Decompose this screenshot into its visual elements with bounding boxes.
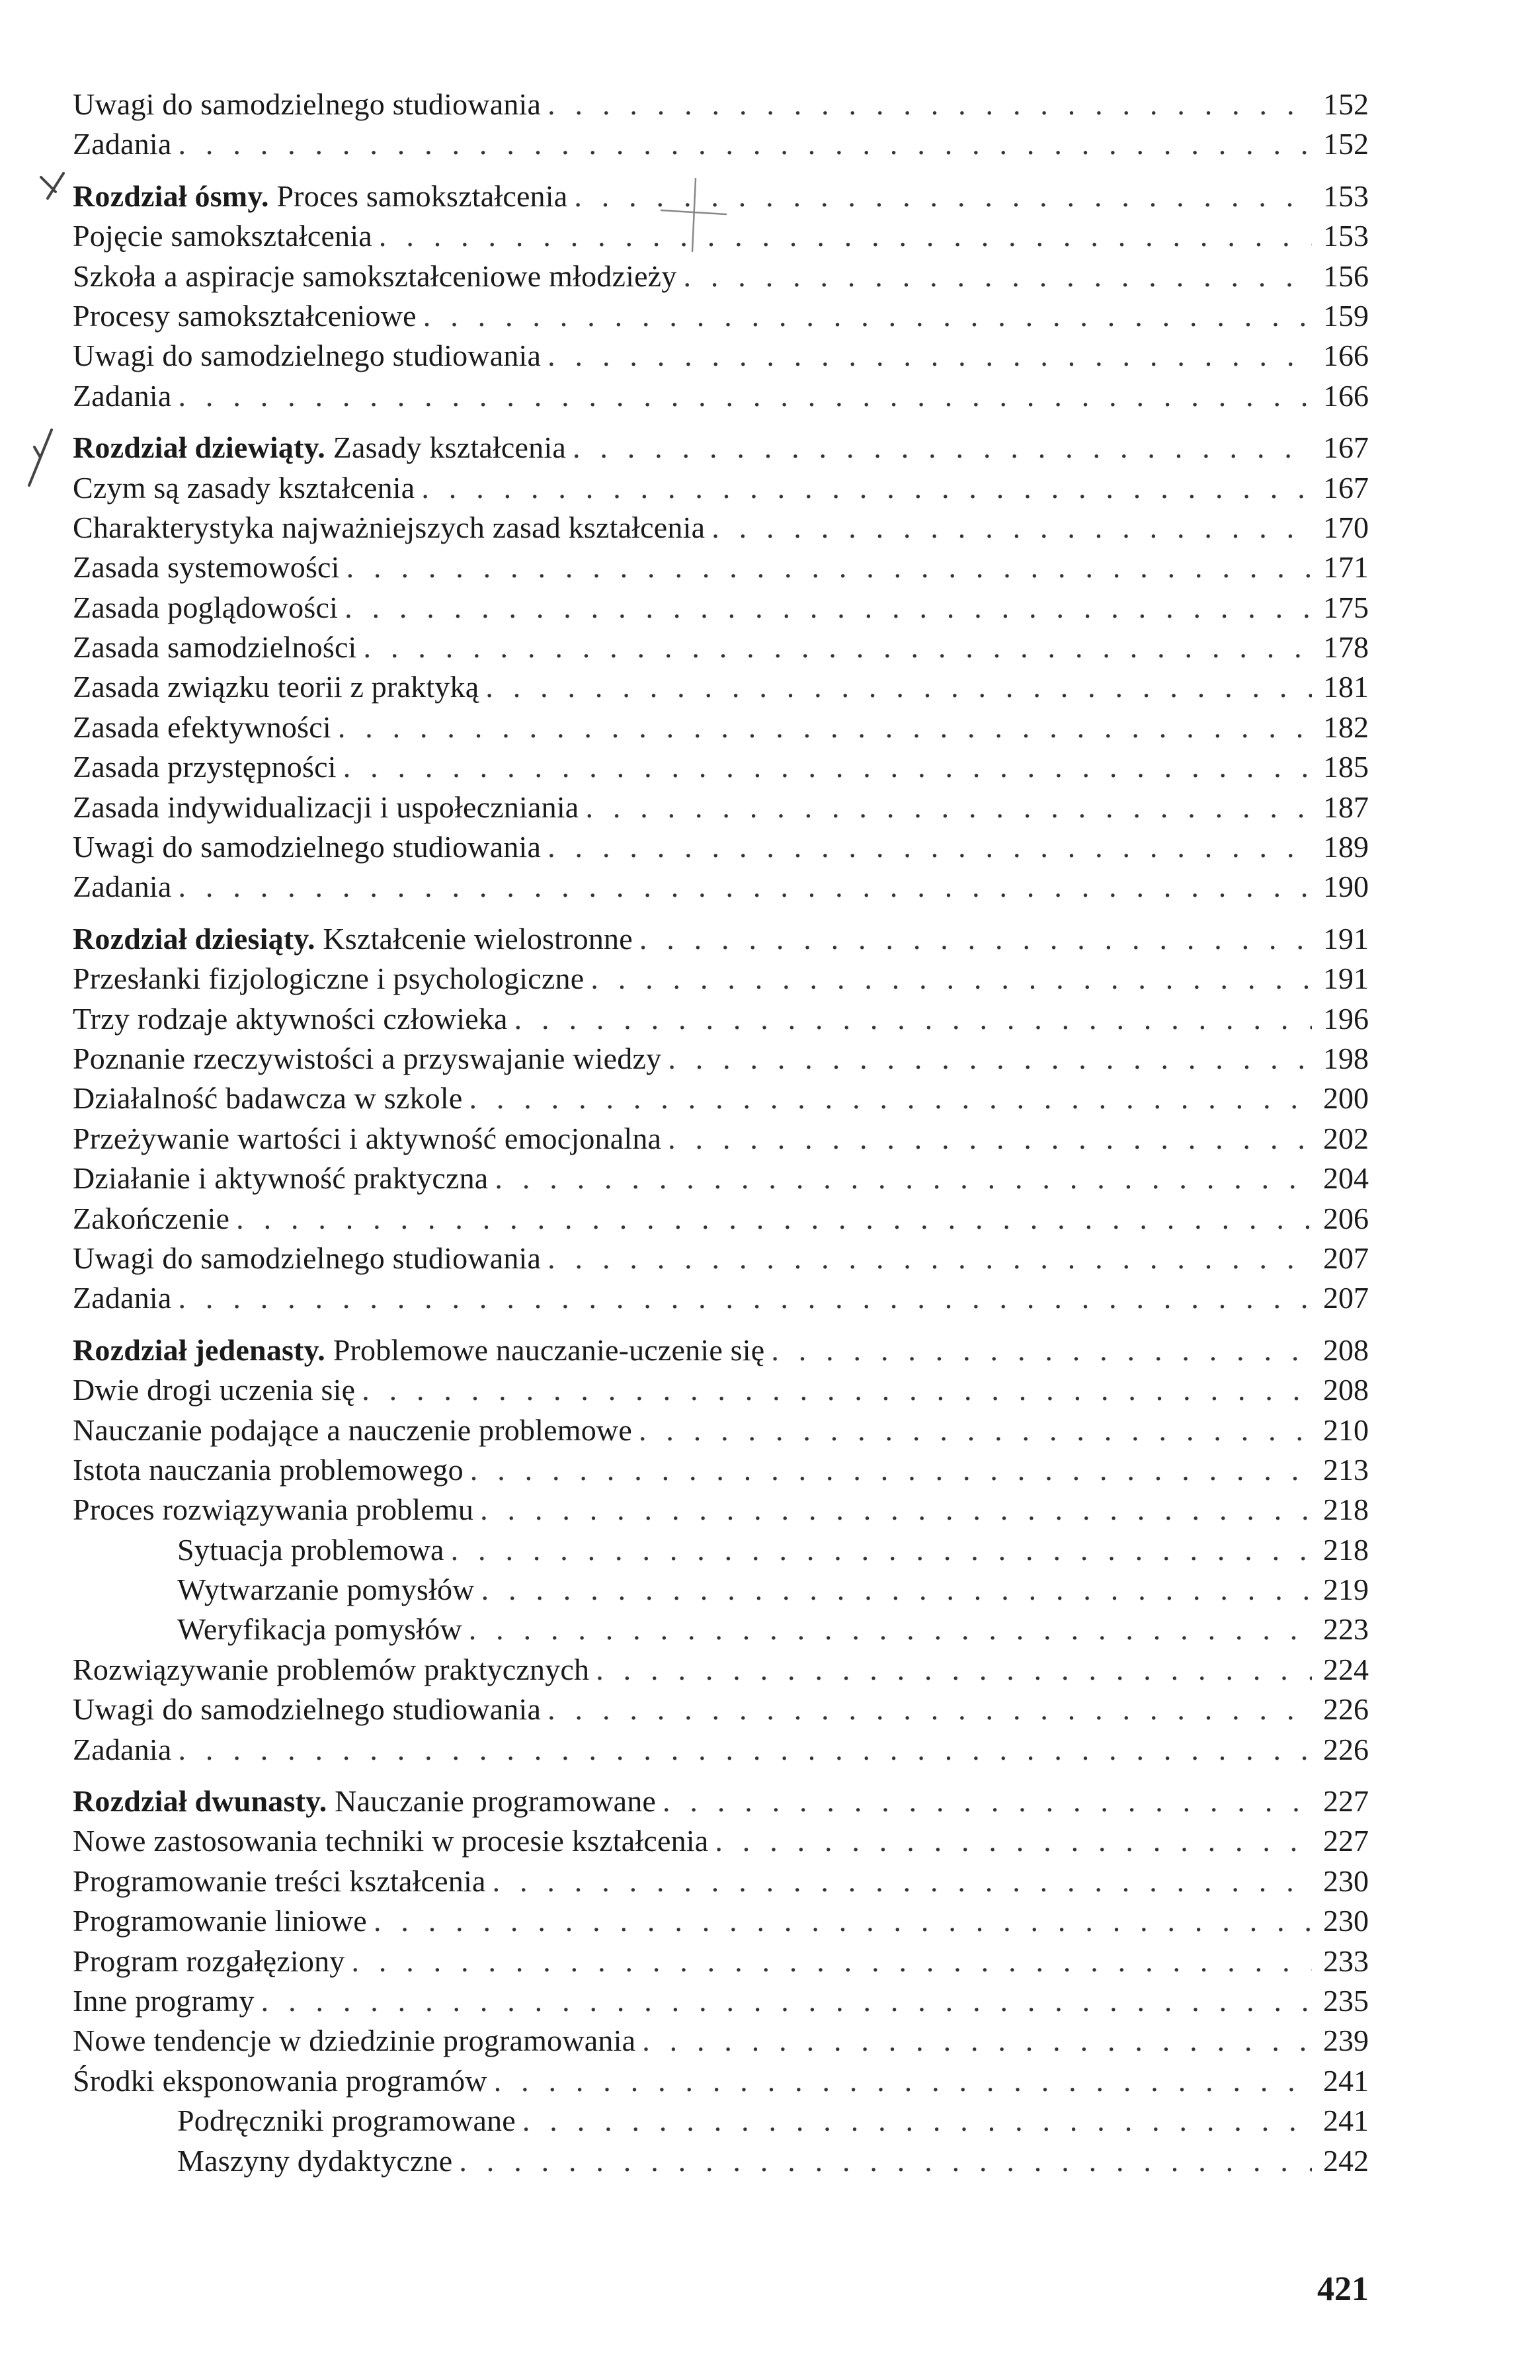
- entry-text: Maszyny dydaktyczne: [177, 2143, 453, 2178]
- toc-page-number: 230: [1323, 1864, 1369, 1898]
- dot-leader: [522, 2101, 1312, 2141]
- toc-entry-title: [73, 1690, 541, 1729]
- toc-entry-title: [73, 1901, 367, 1941]
- toc-entry-title: [73, 2021, 635, 2061]
- dot-leader: [715, 1821, 1312, 1861]
- toc-entry-title: [73, 1411, 632, 1450]
- entry-text: Zadania: [73, 127, 172, 161]
- toc-entry: [73, 216, 1369, 256]
- toc-entry-title: [73, 1039, 661, 1079]
- toc-page-number: 170: [1323, 510, 1369, 544]
- toc-page-number: 239: [1323, 2024, 1369, 2058]
- toc-entry-title: [73, 257, 677, 296]
- toc-entry: [73, 257, 1369, 296]
- toc-entry: [73, 1610, 1369, 1649]
- toc-entry: [73, 1901, 1369, 1941]
- entry-text: Trzy rodzaje aktywności człowieka: [73, 1001, 508, 1036]
- toc-entry-title: [73, 1370, 355, 1410]
- toc-entry-title: [73, 667, 479, 707]
- toc-entry-title: [73, 2061, 487, 2101]
- toc-entry-title: [73, 1159, 488, 1198]
- dot-leader: [639, 919, 1312, 959]
- toc-entry-title: [73, 296, 417, 336]
- toc-page-number: 189: [1323, 830, 1369, 864]
- toc-page-number: 241: [1323, 2063, 1369, 2098]
- entry-text: Zasada systemowości: [73, 550, 340, 585]
- dot-leader: [668, 1119, 1312, 1159]
- toc-page-number: 167: [1323, 470, 1369, 505]
- toc-entry: [73, 667, 1369, 707]
- entry-text: Zasada związku teorii z praktyką: [73, 670, 479, 704]
- toc-page-number: 191: [1323, 921, 1369, 956]
- entry-text: Uwagi do samodzielnego studiowania: [73, 1692, 542, 1727]
- dot-leader: [236, 1199, 1312, 1239]
- toc-entry: [73, 1039, 1369, 1079]
- toc-page-number: 242: [1323, 2143, 1369, 2178]
- toc-entry-title: [73, 1610, 462, 1649]
- toc-page-number: 230: [1323, 1904, 1369, 1938]
- toc-entry-title: [73, 2101, 516, 2141]
- dot-leader: [421, 468, 1312, 508]
- toc-entry-title: [73, 1278, 172, 1318]
- toc-entry: [73, 1490, 1369, 1530]
- toc-page-number: 219: [1323, 1573, 1369, 1607]
- toc-entry-title: [73, 1862, 486, 1901]
- dot-leader: [346, 548, 1312, 587]
- entry-text: Uwagi do samodzielnego studiowania: [73, 87, 542, 121]
- dot-leader: [711, 508, 1312, 548]
- entry-text: Programowanie treści kształcenia: [73, 1864, 486, 1898]
- entry-text: Proces samokształcenia: [276, 179, 568, 213]
- toc-entry-title: [73, 1331, 764, 1370]
- dot-leader: [179, 124, 1312, 164]
- toc-entry: [73, 336, 1369, 376]
- toc-entry: [73, 1530, 1369, 1570]
- entry-text: Zadania: [73, 1732, 172, 1766]
- toc-entry: [73, 588, 1369, 628]
- entry-text: Rozwiązywanie problemów praktycznych: [73, 1652, 590, 1686]
- dot-leader: [338, 708, 1312, 747]
- toc-entry: [73, 1159, 1369, 1198]
- toc-page-number: 198: [1323, 1041, 1369, 1075]
- entry-text: Zasady kształcenia: [333, 431, 566, 465]
- dot-leader: [596, 1650, 1312, 1690]
- toc-entry: [73, 867, 1369, 907]
- dot-leader: [573, 428, 1312, 468]
- dot-leader: [179, 1278, 1312, 1318]
- toc-entry: [73, 2101, 1369, 2141]
- toc-page-number: 218: [1323, 1532, 1369, 1567]
- toc-entry: [73, 1370, 1369, 1410]
- toc-entry-title: [73, 85, 541, 124]
- entry-text: Weryfikacja pomysłów: [177, 1612, 462, 1647]
- dot-leader: [668, 1039, 1312, 1079]
- toc-entry-title: [73, 628, 357, 667]
- toc-entry-title: [73, 1730, 172, 1770]
- dot-leader: [179, 867, 1312, 907]
- toc-entry: [73, 1570, 1369, 1610]
- toc-entry-title: [73, 1782, 656, 1821]
- dot-leader: [684, 257, 1313, 296]
- toc-entry-title: [73, 1490, 473, 1530]
- toc-entry: [73, 1079, 1369, 1118]
- toc-page-number: 210: [1323, 1413, 1369, 1447]
- toc-entry: [73, 1821, 1369, 1861]
- toc-entry: [73, 1981, 1369, 2021]
- entry-text: Czym są zasady kształcenia: [73, 470, 415, 505]
- toc-entry-title: [73, 177, 567, 216]
- entry-text: Nowe zastosowania techniki w procesie kształcenia: [73, 1824, 709, 1858]
- entry-text: Uwagi do samodzielnego studiowania: [73, 339, 542, 373]
- chapter-number: Rozdział dwunasty.: [73, 1784, 327, 1819]
- toc-page-number: 196: [1323, 1001, 1369, 1036]
- toc-entry-title: [73, 1530, 444, 1570]
- entry-text: Zasada efektywności: [73, 710, 331, 744]
- dot-leader: [590, 959, 1312, 999]
- toc-chapter-entry: [73, 177, 1369, 216]
- entry-text: Wytwarzanie pomysłów: [177, 1573, 475, 1607]
- toc-entry-title: [73, 2141, 452, 2181]
- entry-text: Nauczanie programowane: [335, 1784, 657, 1819]
- toc-page-number: 152: [1323, 127, 1369, 161]
- toc-entry: [73, 999, 1369, 1039]
- dot-leader: [179, 376, 1312, 416]
- toc-chapter-entry: [73, 1782, 1369, 1821]
- chapter-number: Rozdział jedenasty.: [73, 1333, 325, 1367]
- dot-leader: [344, 588, 1312, 628]
- entry-text: Pojęcie samokształcenia: [73, 219, 372, 253]
- toc-page-number: 207: [1323, 1241, 1369, 1275]
- dot-leader: [547, 1690, 1312, 1729]
- toc-entry: [73, 1450, 1369, 1490]
- toc-entry: [73, 376, 1369, 416]
- page-number: 421: [1317, 2270, 1369, 2308]
- entry-text: Nauczanie podające a nauczenie problemowe: [73, 1413, 632, 1447]
- entry-text: Program rozgałęziony: [73, 1944, 345, 1978]
- toc-entry: [73, 1650, 1369, 1690]
- entry-text: Zadania: [73, 378, 172, 413]
- toc-entry-title: [73, 1239, 541, 1278]
- toc-page-number: 218: [1323, 1493, 1369, 1527]
- toc-entry-title: [73, 1079, 462, 1118]
- toc-entry-title: [73, 1199, 229, 1239]
- entry-text: Środki eksponowania programów: [73, 2063, 487, 2098]
- toc-entry: [73, 1730, 1369, 1770]
- toc-entry-title: [73, 124, 172, 164]
- dot-leader: [547, 85, 1312, 124]
- toc-entry: [73, 85, 1369, 124]
- toc-page-number: 204: [1323, 1161, 1369, 1196]
- toc-entry-title: [73, 1981, 255, 2021]
- toc-page-number: 233: [1323, 1944, 1369, 1978]
- toc-page-number: 227: [1323, 1784, 1369, 1819]
- toc-entry: [73, 124, 1369, 164]
- toc-entry: [73, 548, 1369, 587]
- entry-text: Zadania: [73, 1281, 172, 1315]
- entry-text: Istota nauczania problemowego: [73, 1452, 464, 1487]
- toc-entry: [73, 1862, 1369, 1901]
- toc-entry: [73, 1942, 1369, 1981]
- toc-entry-title: [73, 827, 541, 867]
- dot-leader: [179, 1730, 1312, 1770]
- dot-leader: [469, 1079, 1312, 1118]
- toc-entry-title: [73, 999, 508, 1039]
- chapter-number: Rozdział dziesiąty.: [73, 921, 315, 956]
- dot-leader: [351, 1942, 1312, 1981]
- entry-text: Dwie drogi uczenia się: [73, 1373, 356, 1407]
- dot-leader: [547, 827, 1312, 867]
- toc-entry: [73, 708, 1369, 747]
- dot-leader: [494, 2061, 1312, 2101]
- dot-leader: [451, 1530, 1312, 1570]
- toc-page-number: 241: [1323, 2104, 1369, 2138]
- toc-entry: [73, 1411, 1369, 1450]
- toc-page-number: 185: [1323, 750, 1369, 784]
- dot-leader: [261, 1981, 1312, 2021]
- pencil-cross-mark: [41, 173, 63, 198]
- toc-page-number: 171: [1323, 550, 1369, 585]
- toc-entry-title: [73, 428, 566, 468]
- toc-page-number: 181: [1323, 670, 1369, 704]
- entry-text: Uwagi do samodzielnego studiowania: [73, 830, 542, 864]
- toc-page-number: 159: [1323, 298, 1369, 333]
- toc-page-number: 208: [1323, 1373, 1369, 1407]
- entry-text: Zasada indywidualizacji i uspołeczniania: [73, 790, 579, 824]
- toc-entry: [73, 1690, 1369, 1729]
- toc-page-number: 178: [1323, 630, 1369, 665]
- entry-text: Działanie i aktywność praktyczna: [73, 1161, 489, 1196]
- dot-leader: [379, 216, 1312, 256]
- dot-leader: [343, 747, 1312, 787]
- dot-leader: [547, 1239, 1312, 1278]
- dot-leader: [480, 1490, 1312, 1530]
- toc-entry: [73, 788, 1369, 827]
- toc-page-number: 167: [1323, 431, 1369, 465]
- toc-entry: [73, 2021, 1369, 2061]
- dot-leader: [481, 1570, 1312, 1610]
- chapter-number: Rozdział ósmy.: [73, 179, 269, 213]
- toc-entry: [73, 1239, 1369, 1278]
- dot-leader: [364, 628, 1312, 667]
- toc-page-number: 200: [1323, 1081, 1369, 1116]
- toc-page-number: 206: [1323, 1201, 1369, 1235]
- chapter-number: Rozdział dziewiąty.: [73, 431, 325, 465]
- toc-page-number: 153: [1323, 179, 1369, 213]
- entry-text: Przesłanki fizjologiczne i psychologiczne: [73, 962, 585, 996]
- dot-leader: [639, 1411, 1312, 1450]
- toc-page-number: 202: [1323, 1121, 1369, 1155]
- entry-text: Przeżywanie wartości i aktywność emocjonalna: [73, 1121, 662, 1155]
- toc-page-number: 226: [1323, 1692, 1369, 1727]
- toc-entry-title: [73, 508, 705, 548]
- toc-page-number: 235: [1323, 1983, 1369, 2018]
- entry-text: Sytuacja problemowa: [177, 1532, 444, 1567]
- table-of-contents: [73, 85, 1369, 2181]
- toc-page-number: 156: [1323, 259, 1369, 293]
- entry-text: Problemowe nauczanie-uczenie się: [333, 1333, 765, 1367]
- toc-entry-title: [73, 867, 172, 907]
- toc-entry: [73, 747, 1369, 787]
- entry-text: Zasada samodzielności: [73, 630, 357, 665]
- toc-entry-title: [73, 1570, 475, 1610]
- toc-page-number: 227: [1323, 1824, 1369, 1858]
- dot-leader: [547, 336, 1312, 376]
- toc-entry-title: [73, 376, 172, 416]
- toc-entry: [73, 2061, 1369, 2101]
- dot-leader: [771, 1331, 1312, 1370]
- toc-entry: [73, 468, 1369, 508]
- toc-entry-title: [73, 1821, 708, 1861]
- dot-leader: [642, 2021, 1312, 2061]
- toc-page-number: 152: [1323, 87, 1369, 121]
- entry-text: Szkoła a aspiracje samokształceniowe młodzieży: [73, 259, 677, 293]
- entry-text: Proces rozwiązywania problemu: [73, 1493, 474, 1527]
- toc-entry-title: [73, 1942, 344, 1981]
- toc-entry-title: [73, 548, 340, 587]
- entry-text: Nowe tendencje w dziedzinie programowania: [73, 2024, 636, 2058]
- dot-leader: [574, 177, 1312, 216]
- toc-page-number: 182: [1323, 710, 1369, 744]
- toc-entry-title: [73, 1650, 589, 1690]
- toc-entry: [73, 959, 1369, 999]
- dot-leader: [663, 1782, 1312, 1821]
- toc-entry-title: [73, 708, 331, 747]
- toc-entry-title: [73, 788, 579, 827]
- entry-text: Programowanie liniowe: [73, 1904, 367, 1938]
- toc-entry: [73, 628, 1369, 667]
- entry-text: Podręczniki programowane: [177, 2104, 516, 2138]
- toc-chapter-entry: [73, 1331, 1369, 1370]
- toc-chapter-entry: [73, 919, 1369, 959]
- toc-entry-title: [73, 919, 633, 959]
- entry-text: Procesy samokształceniowe: [73, 298, 417, 333]
- dot-leader: [459, 2141, 1312, 2181]
- toc-entry: [73, 1278, 1369, 1318]
- toc-page-number: 175: [1323, 590, 1369, 624]
- entry-text: Zadania: [73, 870, 172, 904]
- dot-leader: [362, 1370, 1312, 1410]
- toc-entry-title: [73, 588, 338, 628]
- pencil-cross-mark: [29, 430, 52, 485]
- toc-entry: [73, 827, 1369, 867]
- toc-entry-title: [73, 468, 415, 508]
- entry-text: Poznanie rzeczywistości a przyswajanie wiedzy: [73, 1041, 662, 1075]
- toc-entry: [73, 1119, 1369, 1159]
- dot-leader: [585, 788, 1312, 827]
- toc-page-number: 207: [1323, 1281, 1369, 1315]
- dot-leader: [493, 1862, 1312, 1901]
- dot-leader: [423, 296, 1312, 336]
- toc-entry: [73, 2141, 1369, 2181]
- toc-entry-title: [73, 747, 337, 787]
- toc-page-number: 223: [1323, 1612, 1369, 1647]
- entry-text: Uwagi do samodzielnego studiowania: [73, 1241, 542, 1275]
- toc-page-number: 226: [1323, 1732, 1369, 1766]
- toc-page-number: 208: [1323, 1333, 1369, 1367]
- toc-entry-title: [73, 216, 372, 256]
- toc-page-number: 166: [1323, 378, 1369, 413]
- toc-entry: [73, 1199, 1369, 1239]
- toc-page-number: 191: [1323, 962, 1369, 996]
- entry-text: Zasada przystępności: [73, 750, 337, 784]
- toc-entry: [73, 296, 1369, 336]
- toc-entry-title: [73, 1119, 661, 1159]
- dot-leader: [514, 999, 1312, 1039]
- toc-entry-title: [73, 336, 541, 376]
- dot-leader: [470, 1450, 1312, 1490]
- entry-text: Charakterystyka najważniejszych zasad kształcenia: [73, 510, 706, 544]
- dot-leader: [469, 1610, 1312, 1649]
- toc-page-number: 153: [1323, 219, 1369, 253]
- toc-page-number: 190: [1323, 870, 1369, 904]
- entry-text: Kształcenie wielostronne: [323, 921, 633, 956]
- dot-leader: [374, 1901, 1312, 1941]
- toc-page-number: 213: [1323, 1452, 1369, 1487]
- toc-page-number: 187: [1323, 790, 1369, 824]
- entry-text: Zasada poglądowości: [73, 590, 339, 624]
- entry-text: Inne programy: [73, 1983, 255, 2018]
- toc-entry-title: [73, 1450, 464, 1490]
- toc-page-number: 166: [1323, 339, 1369, 373]
- toc-entry-title: [73, 959, 584, 999]
- toc-chapter-entry: [73, 428, 1369, 468]
- toc-entry: [73, 508, 1369, 548]
- dot-leader: [485, 667, 1312, 707]
- entry-text: Działalność badawcza w szkole: [73, 1081, 463, 1116]
- toc-page-number: 224: [1323, 1652, 1369, 1686]
- dot-leader: [495, 1159, 1312, 1198]
- entry-text: Zakończenie: [73, 1201, 230, 1235]
